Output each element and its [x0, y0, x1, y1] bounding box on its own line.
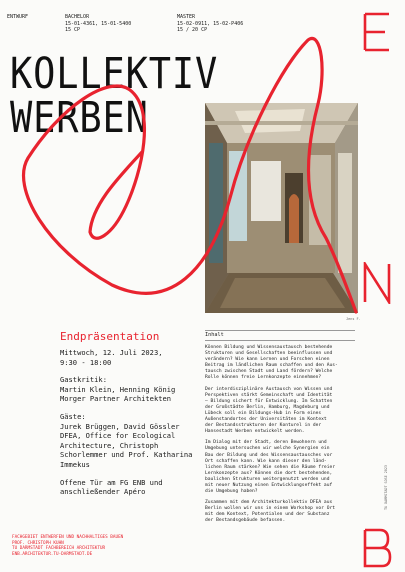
- guests-line-3: Architecture, Christoph: [60, 440, 159, 450]
- guests-label: Gäste:: [60, 411, 86, 421]
- guests-line-1: Jurek Brüggen, David Gössler: [60, 421, 180, 431]
- category-label: ENTWURF: [7, 14, 29, 20]
- footer-line-2: PROF. CHRISTOPH KUHN: [12, 540, 64, 546]
- content-paragraph-2: Der interdisziplinäre Austausch von Wissen und Perspektiven stärkt Gemeinschaft und Identität – Bildung sichert für Entwicklung. Im Schatten der Großstädte Berlin, Hamburg, Magdeburg und Lübeck soll ein Bildungs-Hub in Form eines Außenstandortes der Universitäten im Kontext der Bestandsstrukturen der Konturel in der Hansestadt Werben entwickelt werden.: [205, 386, 333, 435]
- bachelor-cp: 15 CP: [65, 27, 81, 34]
- side-note: TU DARMSTADT SOSE 2023: [384, 465, 388, 510]
- title-line-1: KOLLEKTIV: [10, 49, 219, 99]
- content-paragraph-4: Zusammen mit dem Architekturkollektiv DFEA aus Berlin wollen wir uns in einem Workshop vor Ort mit dem Kontext, Potentialen und der Substanz der Bestandsgebäude befassen.: [205, 500, 335, 524]
- guests-line-5: Immekus: [60, 459, 90, 469]
- footer-line-4: ENB.ARCHITEKTUR.TU-DARMSTADT.DE: [12, 551, 93, 557]
- hosts-line-2: Morger Partner Architekten: [60, 394, 172, 404]
- event-heading: Endpräsentation: [60, 330, 160, 343]
- footer: [12, 535, 123, 557]
- photo-credit: Jens F.: [346, 317, 361, 321]
- closing-line-1: Offene Tür am FG ENB und: [60, 477, 163, 487]
- footer-line-1: FACHGEBIET ENTWERFEN UND NACHHALTIGES BAUEN: [12, 535, 124, 540]
- hosts-label: Gastkritik:: [60, 375, 107, 385]
- closing-line-2: anschließender Apéro: [60, 487, 146, 497]
- guests-line-2: DFEA, Office for Ecological: [60, 431, 176, 441]
- event-time: 9:30 - 18:00: [60, 357, 112, 367]
- bachelor-label: BACHELOR: [65, 14, 90, 20]
- content-text: [205, 345, 357, 525]
- content-rule: [205, 330, 355, 331]
- title-line-2: WERBEN: [10, 93, 149, 143]
- footer-line-3: TU DARMSTADT FACHBEREICH ARCHITEKTUR: [12, 546, 106, 552]
- master-codes: 15-02-0911, 15-02-P406: [177, 20, 244, 27]
- master-label: MASTER: [177, 14, 196, 20]
- guests-line-4: Schorlemmer und Prof. Katharina: [60, 450, 193, 460]
- master-cp: 15 / 20 CP: [177, 27, 208, 34]
- bachelor-codes: 15-01-4361, 15-01-5400: [65, 20, 132, 27]
- hosts-line-1: Martin Klein, Henning König: [60, 384, 176, 394]
- event-date: Mittwoch, 12. Juli 2023,: [60, 348, 163, 357]
- event-block: [60, 330, 200, 497]
- content-paragraph-1: Können Bildung und Wissensaustausch bestehende Strukturen und Gesellschaften beeinflussen und verändern? Wie kann Lernen und Forschen einen Beitrag im ländlichen Raum schaffen und den Aus- tausch zwischen Stadt und Land fördern? Welche Rolle können freie Lernkonzepte einnehmen?: [205, 345, 338, 381]
- content-label: Inhalt: [205, 332, 224, 338]
- content-paragraph-3: Im Dialog mit der Stadt, deren Bewohnern und Umgebung untersuchen wir welche Synergien ein Bau der Bildung und des Wissensaustausches vor Ort schaffen kann. Wie kann dieser den länd- lichen Raum stärken? Wie sehen die Räume freier Lernkonzepte aus? Können die dort bestehenden, baulichen Strukturen weitergenutzt werden und mit neuer Nutzung einen Entwicklungseffekt auf die Umgebung haben?: [205, 440, 335, 495]
- content-rule-2: [205, 340, 355, 341]
